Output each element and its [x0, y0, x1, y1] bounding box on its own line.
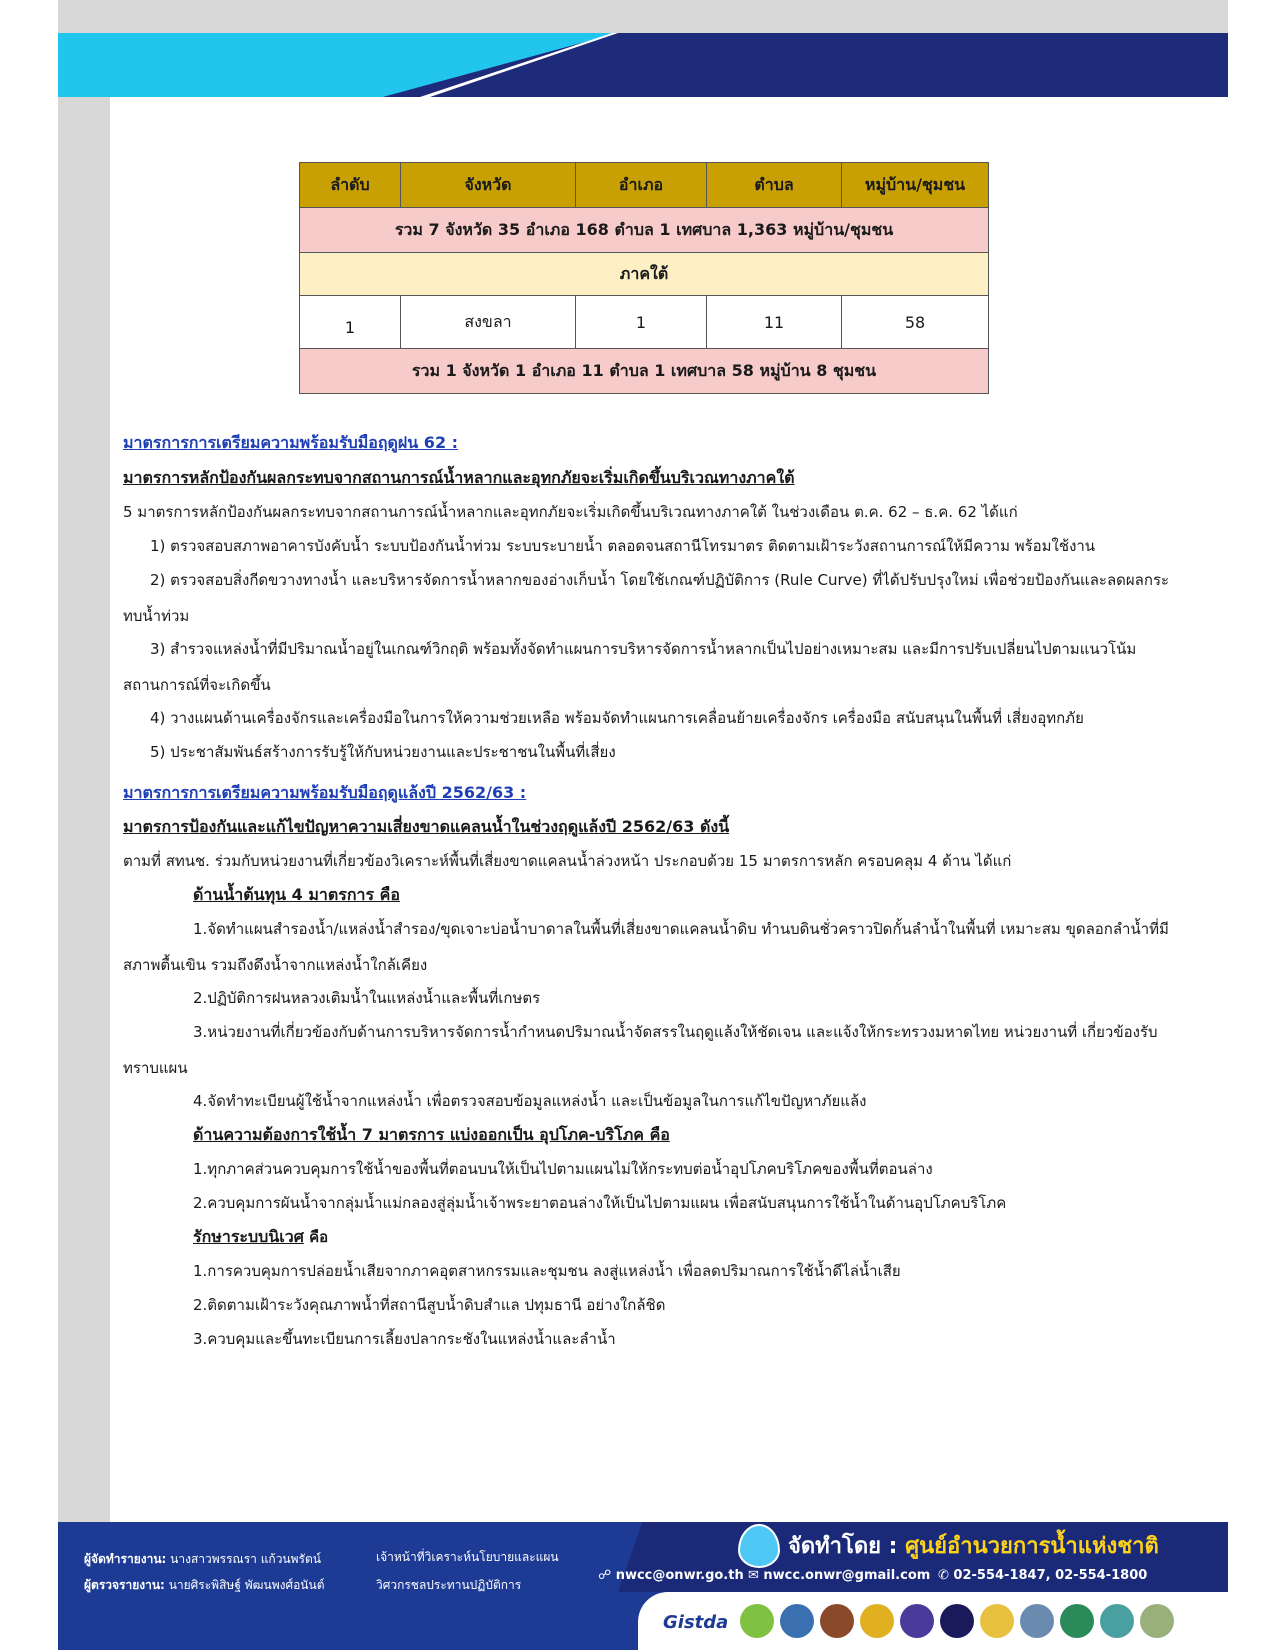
table-row	[300, 296, 989, 349]
reporter-line	[84, 1550, 321, 1569]
arch-logo-icon	[780, 1604, 814, 1638]
rain-item-4: 4) วางแผนด้านเครื่องจักรและเครื่องมือในการให้ความช่วยเหลือ พร้อมจัดทำแผนการเคลื่อนย้ายเครื่องจักร เครื่องมือ สนับสนุนในพื้นที่ เสี่ยงอุทกภัย	[150, 709, 1084, 727]
reviewer-line	[84, 1576, 325, 1595]
rain-item-3: 3) สำรวจแหล่งน้ำที่มีปริมาณน้ำอยู่ในเกณฑ์วิกฤติ พร้อมทั้งจัดทำแผนการบริหารจัดการน้ำหลากเป็นไปอย่างเหมาะสม และมีการปรับเปลี่ยนไปตามแนวโน้มสถานการณ์ที่จะเกิดขึ้น	[123, 640, 1137, 694]
cell-village: 58	[842, 296, 989, 349]
email-2-text: nwcc.onwr@gmail.com	[763, 1568, 931, 1583]
header-order: ลำดับ	[300, 163, 401, 208]
reviewer-role: วิศวกรชลประทานปฏิบัติการ	[376, 1578, 522, 1592]
reporter-name: นางสาวพรรณรา แก้วนพรัตน์	[170, 1552, 321, 1566]
dry-section-title[interactable]: มาตรการการเตรียมความพร้อมรับมือฤดูแล้งปี 2562/63 :	[123, 783, 527, 802]
email-2[interactable]: ✉ nwcc.onwr@gmail.com	[748, 1568, 931, 1583]
demand-item-1: 1.ทุกภาคส่วนควบคุมการใช้น้ำของพื้นที่ตอนบนให้เป็นไปตามแผนไม่ให้กระทบต่อน้ำอุปโภคบริโภคของพื้นที่ตอนล่าง	[193, 1160, 933, 1178]
email-1-text: nwcc@onwr.go.th	[615, 1568, 744, 1583]
header-cyan-stripe	[58, 33, 618, 97]
reviewer-label: ผู้ตรวจรายงาน:	[84, 1578, 165, 1592]
eco-item-1: 1.การควบคุมการปล่อยน้ำเสียจากภาคอุตสาหกรรมและชุมชน ลงสู่แหล่งน้ำ เพื่อลดปริมาณการใช้น้ำดีไล่น้ำเสีย	[193, 1262, 901, 1280]
table-row-region	[300, 253, 989, 296]
teal-seal-logo-icon	[1100, 1604, 1134, 1638]
total-all-cell: รวม 7 จังหวัด 35 อำเภอ 168 ตำบล 1 เทศบาล 1,363 หมู่บ้าน/ชุมชน	[300, 208, 989, 253]
left-side-bar	[58, 0, 110, 1650]
source-title: ด้านน้ำต้นทุน 4 มาตรการ คือ	[193, 885, 400, 904]
eco-title: รักษาระบบนิเวศ	[193, 1227, 304, 1246]
seal-logo-icon	[1020, 1604, 1054, 1638]
rain-section-subtitle: มาตรการหลักป้องกันผลกระทบจากสถานการณ์น้ำหลากและอุทกภัยจะเริ่มเกิดขึ้นบริเวณทางภาคใต้	[123, 468, 795, 487]
rain-item-1: 1) ตรวจสอบสภาพอาคารบังคับน้ำ ระบบป้องกันน้ำท่วม ระบบระบายน้ำ ตลอดจนสถานีโทรมาตร ติดตามเฝ้าระวังสถานการณ์ให้มีความ พร้อมใช้งาน	[150, 537, 1096, 555]
org-prefix: จัดทำโดย :	[788, 1534, 898, 1559]
source-item-3: 3.หน่วยงานที่เกี่ยวข้องกับด้านการบริหารจัดการน้ำกำหนดปริมาณน้ำจัดสรรในฤดูแล้งให้ชัดเจน และแจ้งให้กระทรวงมหาดไทย หน่วยงานที่ เกี่ยวข้องรับทราบแผน	[123, 1023, 1158, 1077]
demand-title: ด้านความต้องการใช้น้ำ 7 มาตรการ แบ่งออกเป็น อุปโภค-บริโภค คือ	[193, 1125, 670, 1144]
demand-item-2: 2.ควบคุมการผันน้ำจากลุ่มน้ำแม่กลองสู่ลุ่มน้ำเจ้าพระยาตอนล่างให้เป็นไปตามแผน เพื่อสนับสนุนการใช้น้ำในด้านอุปโภคบริโภค	[193, 1194, 1007, 1212]
eco-suffix: คือ	[303, 1228, 329, 1246]
water-drop-icon	[738, 1524, 780, 1568]
shield-logo-icon	[820, 1604, 854, 1638]
header-province: จังหวัด	[401, 163, 576, 208]
reporter-label: ผู้จัดทำรายงาน:	[84, 1552, 167, 1566]
table-header-row	[300, 163, 989, 208]
flag-logo-icon	[940, 1604, 974, 1638]
round-logo-icon	[1140, 1604, 1174, 1638]
source-item-4: 4.จัดทำทะเบียนผู้ใช้น้ำจากแหล่งน้ำ เพื่อตรวจสอบข้อมูลแหล่งน้ำ และเป็นข้อมูลในการแก้ไขปัญหาภัยแล้ง	[193, 1092, 867, 1110]
rain-intro: 5 มาตรการหลักป้องกันผลกระทบจากสถานการณ์น้ำหลากและอุทกภัยจะเริ่มเกิดขึ้นบริเวณทางภาคใต้ ในช่วงเดือน ต.ค. 62 – ธ.ค. 62 ได้แก่	[123, 503, 1018, 521]
eco-item-2: 2.ติดตามเฝ้าระวังคุณภาพน้ำที่สถานีสูบน้ำดิบสำแล ปทุมธานี อย่างใกล้ชิด	[193, 1296, 666, 1314]
source-item-1: 1.จัดทำแผนสำรองน้ำ/แหล่งน้ำสำรอง/ขุดเจาะบ่อน้ำบาดาลในพื้นที่เสี่ยงขาดแคลนน้ำดิบ ทำนบดินชั่วคราวปิดกั้นลำน้ำในพื้นที่ เหมาะสม ขุดลอกลำน้ำที่มีสภาพตื้นเขิน รวมถึงดึงน้ำจากแหล่งน้ำใกล้เคียง	[123, 920, 1169, 974]
bus-logo-icon	[900, 1604, 934, 1638]
cell-order: 1	[300, 296, 401, 349]
eco-item-3: 3.ควบคุมและขึ้นทะเบียนการเลี้ยงปลากระชังในแหล่งน้ำและลำน้ำ	[193, 1330, 616, 1348]
rain-section-title[interactable]: มาตรการการเตรียมความพร้อมรับมือฤดูฝน 62 :	[123, 433, 459, 452]
cell-subdistrict: 11	[707, 296, 842, 349]
rain-item-5: 5) ประชาสัมพันธ์สร้างการรับรู้ให้กับหน่วยงานและประชาชนในพื้นที่เสี่ยง	[150, 743, 616, 761]
crest-logo-icon	[860, 1604, 894, 1638]
phone-text: 02-554-1847, 02-554-1800	[953, 1568, 1148, 1583]
header-district: อำเภอ	[576, 163, 707, 208]
table-row-total-all	[300, 208, 989, 253]
header-village: หมู่บ้าน/ชุมชน	[842, 163, 989, 208]
total-region-cell: รวม 1 จังหวัด 1 อำเภอ 11 ตำบล 1 เทศบาล 58 หมู่บ้าน 8 ชุมชน	[300, 349, 989, 394]
org-title	[788, 1528, 1159, 1563]
cell-district: 1	[576, 296, 707, 349]
phone[interactable]: ✆ 02-554-1847, 02-554-1800	[938, 1568, 1148, 1583]
page-header-banner	[58, 33, 1228, 97]
header-subdistrict: ตำบล	[707, 163, 842, 208]
area-summary-table	[299, 162, 989, 394]
org-name: ศูนย์อำนวยการน้ำแห่งชาติ	[905, 1534, 1159, 1559]
reviewer-name: นายศิระพิสิษฐ์ พัฒนพงศ์อนันต์	[168, 1578, 325, 1592]
green-seal-logo-icon	[1060, 1604, 1094, 1638]
eco-title-line	[193, 1219, 1253, 1255]
source-item-2: 2.ปฏิบัติการฝนหลวงเติมน้ำในแหล่งน้ำและพื้นที่เกษตร	[193, 989, 541, 1007]
top-gray-strip	[58, 0, 1228, 33]
dry-section-subtitle: มาตรการป้องกันและแก้ไขปัญหาความเสี่ยงขาดแคลนน้ำในช่วงฤดูแล้งปี 2562/63 ดังนี้	[123, 817, 730, 836]
reporter-role: เจ้าหน้าที่วิเคราะห์นโยบายและแผน	[376, 1550, 559, 1564]
region-cell: ภาคใต้	[300, 253, 989, 296]
page-footer	[58, 1522, 1228, 1650]
email-1[interactable]: ☍ nwcc@onwr.go.th	[598, 1568, 744, 1583]
emblem-logo-icon	[980, 1604, 1014, 1638]
cell-province: สงขลา	[401, 296, 576, 349]
gistda-logo: Gistda	[663, 1612, 729, 1633]
rain-item-2: 2) ตรวจสอบสิ่งกีดขวางทางน้ำ และบริหารจัดการน้ำหลากของอ่างเก็บน้ำ โดยใช้เกณฑ์ปฏิบัติการ (Rule Curve) ที่ได้ปรับปรุงใหม่ เพื่อช่วยป้องกันและลดผลกระทบน้ำท่วม	[123, 571, 1170, 625]
dry-intro: ตามที่ สทนช. ร่วมกับหน่วยงานที่เกี่ยวข้องวิเคราะห์พื้นที่เสี่ยงขาดแคลนน้ำล่วงหน้า ประกอบด้วย 15 มาตรการหลัก ครอบคลุม 4 ด้าน ได้แก่	[123, 852, 1012, 870]
leaf-logo-icon	[740, 1604, 774, 1638]
table-row-total-region	[300, 349, 989, 394]
